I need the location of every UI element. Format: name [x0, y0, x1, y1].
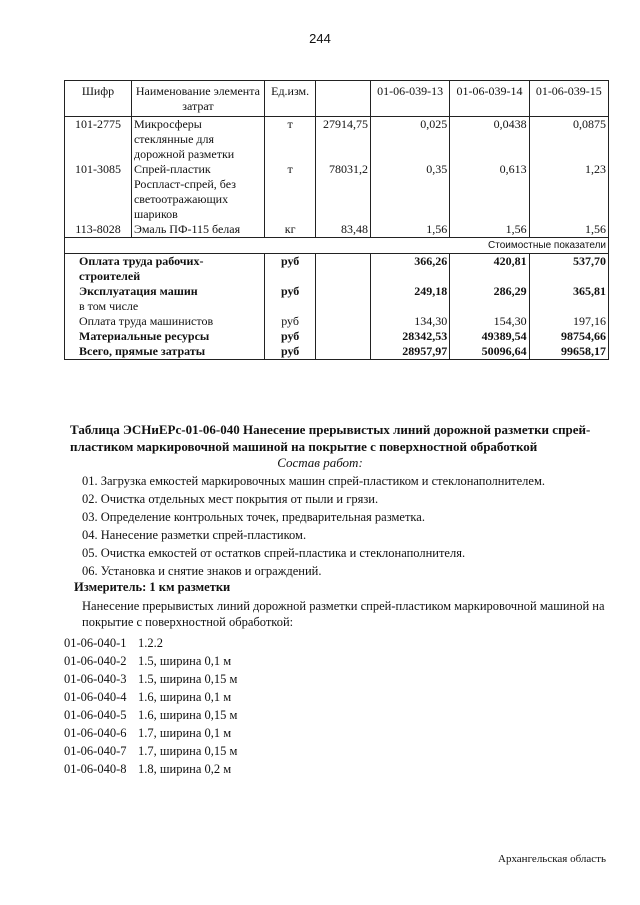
header-code: Шифр: [65, 81, 132, 117]
cost-value: 49389,54: [450, 329, 529, 344]
section-subtitle: Состав работ:: [277, 455, 363, 470]
cost-empty: [316, 254, 371, 285]
material-value: 0,35: [370, 162, 449, 222]
item-text: 1.2.2: [138, 636, 163, 650]
cost-section-label: Стоимостные показатели: [65, 238, 609, 254]
cost-value: [370, 299, 449, 314]
list-item: 06. Установка и снятие знаков и ограждений.: [82, 564, 322, 578]
list-item: 02. Очистка отдельных мест покрытия от пыли и грязи.: [82, 492, 379, 506]
material-code: 101-2775: [65, 117, 132, 163]
cost-value: 537,70: [529, 254, 608, 285]
table-row: [65, 222, 609, 238]
item-text: 1.7, ширина 0,15 м: [138, 744, 238, 758]
header-col-13: 01-06-039-13: [370, 81, 449, 117]
cost-value: 366,26: [370, 254, 449, 285]
list-item: [64, 742, 237, 760]
cost-section-row: [65, 238, 609, 254]
item-text: 1.8, ширина 0,2 м: [138, 762, 232, 776]
section-description: Нанесение прерывистых линий дорожной разметки спрей-пластиком маркировочной машиной на покрытие с поверхностной обработкой:: [82, 599, 605, 629]
item-code: 01-06-040-1: [64, 636, 127, 650]
item-code: 01-06-040-7: [64, 744, 127, 758]
list-item: [64, 760, 237, 778]
material-name: Эмаль ПФ-115 белая: [131, 222, 264, 238]
cost-value: 286,29: [450, 284, 529, 299]
table-row: [65, 162, 609, 222]
table-row: [65, 117, 609, 163]
material-name: Спрей-пластик Роспласт-спрей, без светоотражающих шариков: [131, 162, 264, 222]
cost-value: 28342,53: [370, 329, 449, 344]
material-code: 113-8028: [65, 222, 132, 238]
cost-value: 154,30: [450, 314, 529, 329]
header-unit: Ед.изм.: [264, 81, 316, 117]
header-price: [316, 81, 371, 117]
table-row: [65, 284, 609, 299]
material-price: 27914,75: [316, 117, 371, 163]
cost-empty: [316, 284, 371, 299]
item-code: 01-06-040-8: [64, 762, 127, 776]
item-text: 1.6, ширина 0,1 м: [138, 690, 232, 704]
cost-unit: [264, 299, 316, 314]
material-value: 1,56: [370, 222, 449, 238]
cost-value: 249,18: [370, 284, 449, 299]
material-price: 78031,2: [316, 162, 371, 222]
material-name: Микросферы стеклянные для дорожной разметки: [131, 117, 264, 163]
cost-value: 28957,97: [370, 344, 449, 360]
item-code: 01-06-040-4: [64, 690, 127, 704]
page-number: 244: [309, 31, 331, 46]
item-text: 1.5, ширина 0,15 м: [138, 672, 238, 686]
cost-unit: руб: [264, 284, 316, 299]
cost-unit: руб: [264, 344, 316, 360]
material-unit: т: [264, 117, 316, 163]
item-text: 1.6, ширина 0,15 м: [138, 708, 238, 722]
material-value: 0,613: [450, 162, 529, 222]
cost-value: 197,16: [529, 314, 608, 329]
cost-name: в том числе: [65, 299, 265, 314]
section-title: Таблица ЭСНиЕРс-01-06-040 Нанесение прерывистых линий дорожной разметки спрей-пластиком маркировочной машиной на покрытие с поверхностной обработкой: [70, 422, 591, 454]
material-unit: кг: [264, 222, 316, 238]
resource-table: [64, 80, 609, 360]
cost-empty: [316, 299, 371, 314]
material-value: 0,0875: [529, 117, 608, 163]
meter-label: Измеритель: 1 км разметки: [74, 580, 231, 594]
list-item: 04. Нанесение разметки спрей-пластиком.: [82, 528, 307, 542]
material-value: 1,23: [529, 162, 608, 222]
list-item: 03. Определение контрольных точек, предварительная разметка.: [82, 510, 425, 524]
cost-value: 50096,64: [450, 344, 529, 360]
items-list: [64, 634, 237, 778]
header-col-15: 01-06-039-15: [529, 81, 608, 117]
table-row: [65, 299, 609, 314]
cost-value: [529, 299, 608, 314]
table-row: [65, 344, 609, 360]
item-text: 1.7, ширина 0,1 м: [138, 726, 232, 740]
cost-name: Оплата труда машинистов: [65, 314, 265, 329]
cost-empty: [316, 344, 371, 360]
list-item: [64, 724, 237, 742]
cost-value: 99658,17: [529, 344, 608, 360]
list-item: [64, 634, 237, 652]
list-item: 01. Загрузка емкостей маркировочных машин спрей-пластиком и стеклонаполнителем.: [82, 474, 546, 488]
cost-empty: [316, 314, 371, 329]
cost-value: [450, 299, 529, 314]
table-row: [65, 314, 609, 329]
item-code: 01-06-040-5: [64, 708, 127, 722]
footer-region: Архангельская область: [498, 853, 606, 865]
material-price: 83,48: [316, 222, 371, 238]
table-header-row: [65, 81, 609, 117]
material-unit: т: [264, 162, 316, 222]
cost-value: 134,30: [370, 314, 449, 329]
material-value: 1,56: [529, 222, 608, 238]
material-value: 1,56: [450, 222, 529, 238]
material-value: 0,025: [370, 117, 449, 163]
list-item: [64, 670, 237, 688]
cost-name: Оплата труда рабочих-строителей: [65, 254, 265, 285]
list-item: 05. Очистка емкостей от остатков спрей-пластика и стеклонаполнителя.: [82, 546, 466, 560]
item-code: 01-06-040-2: [64, 654, 127, 668]
list-item: [64, 688, 237, 706]
table-row: [65, 329, 609, 344]
cost-name: Эксплуатация машин: [65, 284, 265, 299]
cost-unit: руб: [264, 254, 316, 285]
cost-name: Материальные ресурсы: [65, 329, 265, 344]
cost-name: Всего, прямые затраты: [65, 344, 265, 360]
cost-value: 420,81: [450, 254, 529, 285]
header-col-14: 01-06-039-14: [450, 81, 529, 117]
item-code: 01-06-040-6: [64, 726, 127, 740]
material-code: 101-3085: [65, 162, 132, 222]
cost-value: 365,81: [529, 284, 608, 299]
cost-value: 98754,66: [529, 329, 608, 344]
table-row: [65, 254, 609, 285]
cost-unit: руб: [264, 329, 316, 344]
cost-unit: руб: [264, 314, 316, 329]
work-list: [82, 472, 545, 580]
list-item: [64, 706, 237, 724]
header-name: Наименование элемента затрат: [131, 81, 264, 117]
item-code: 01-06-040-3: [64, 672, 127, 686]
item-text: 1.5, ширина 0,1 м: [138, 654, 232, 668]
cost-empty: [316, 329, 371, 344]
material-value: 0,0438: [450, 117, 529, 163]
list-item: [64, 652, 237, 670]
